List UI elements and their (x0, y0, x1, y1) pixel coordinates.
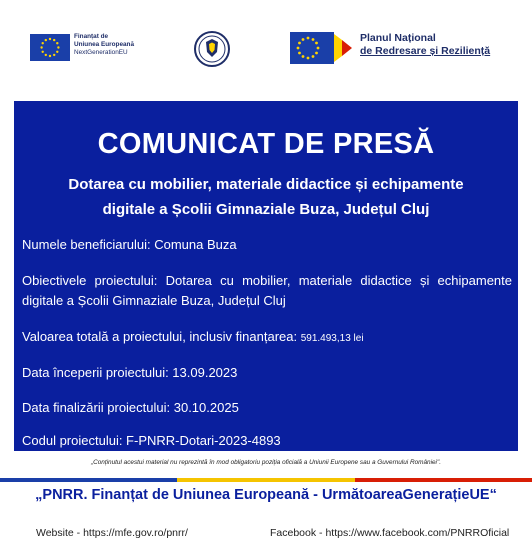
project-code-field: Codul proiectului: F-PNRR-Dotari-2023-4893 (22, 433, 281, 448)
footer-slogan: „PNRR. Finanțat de Uniunea Europeană - UrmătoareaGenerațieUE“ (35, 487, 497, 503)
disclaimer: „Conținutul acestui material nu reprezintă în mod obligatoriu poziția oficială a Uniunii Europene sau a Guvernului României". (90, 459, 442, 466)
subtitle-line2: digitale a Școlii Gimnaziale Buza, Județul Cluj (102, 201, 430, 218)
bar-yellow (177, 478, 354, 482)
tricolor-bar (0, 478, 532, 482)
subtitle-line1: Dotarea cu mobilier, materiale didactice și echipamente (68, 176, 464, 193)
pnrr-logo-text (360, 32, 520, 58)
eu-flag-icon (30, 34, 70, 61)
beneficiary-field: Numele beneficiarului: Comuna Buza (22, 237, 237, 252)
facebook-link[interactable]: Facebook - https://www.facebook.com/PNRROficial (270, 527, 510, 539)
value-field (22, 327, 512, 349)
eu-logo-line2: Uniunea Europeană (74, 41, 135, 48)
pnrr-logo-line2: de Redresare și Reziliență (360, 45, 491, 57)
press-release-title: COMUNICAT DE PRESĂ (97, 128, 435, 160)
website-link[interactable]: Website - https://mfe.gov.ro/pnrr/ (36, 527, 188, 539)
value-label: Valoarea totală a proiectului, inclusiv finanțarea: (22, 329, 298, 344)
header-logos (0, 0, 532, 92)
pnrr-logo-line1: Planul Național (360, 32, 436, 44)
bar-blue (0, 478, 177, 482)
eu-logo-line3: NextGenerationEU (74, 49, 128, 56)
pnrr-flag-icon (290, 30, 354, 66)
start-date-field: Data începerii proiectului: 13.09.2023 (22, 365, 238, 380)
value-amount: 591.493,13 lei (300, 333, 364, 344)
romanian-government-crest-icon (192, 30, 232, 68)
objectives-field: Obiectivele proiectului: Dotarea cu mobilier, materiale didactice și echipamente digitale a Școlii Gimnaziale Buza, Județul Cluj (22, 273, 512, 308)
eu-logo-text (74, 33, 184, 57)
press-release-panel (14, 101, 518, 451)
end-date-field: Data finalizării proiectului: 30.10.2025 (22, 400, 239, 415)
project-subtitle (14, 172, 518, 222)
bar-red (355, 478, 532, 482)
eu-logo-line1: Finanțat de (74, 33, 109, 40)
